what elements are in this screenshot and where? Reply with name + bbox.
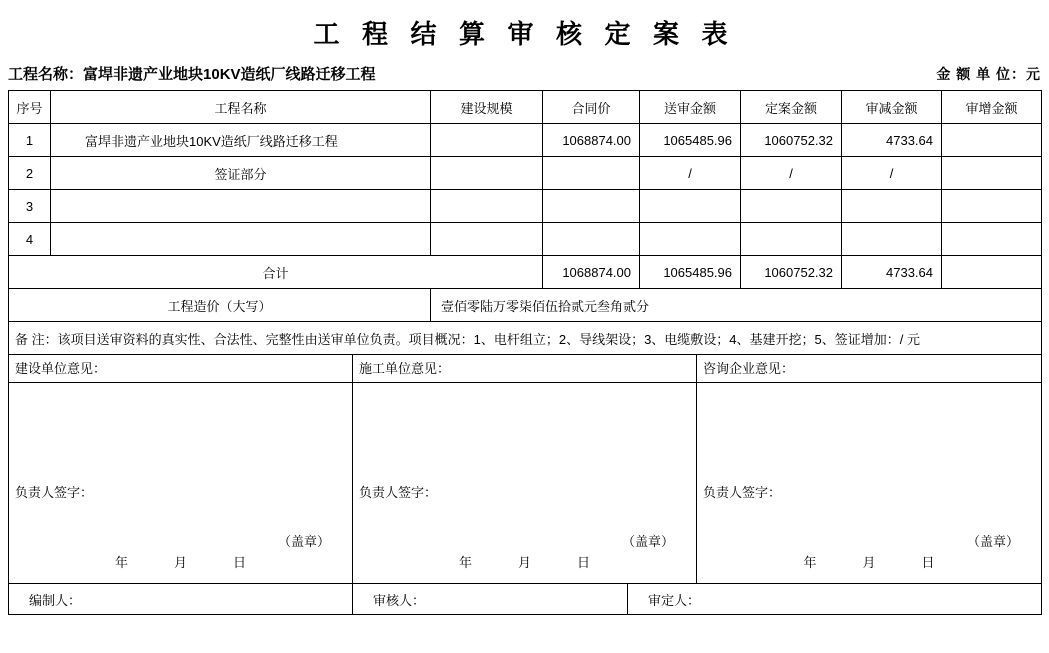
row-approved (741, 190, 842, 223)
project-name-value: 富垾非遗产业地块10KV造纸厂线路迁移工程 (83, 66, 376, 83)
row-scale (431, 124, 543, 157)
seal-contractor: （盖章） (353, 509, 697, 551)
seal-consultant: （盖章） (697, 509, 1042, 551)
row-scale (431, 190, 543, 223)
opinion-blank-row (9, 383, 1042, 482)
opinion-heading-row (9, 355, 1042, 383)
row-reduced: 4733.64 (842, 124, 942, 157)
row-submitted (640, 190, 741, 223)
date-day-contractor: 日 (577, 555, 591, 570)
opinions-table (8, 355, 1042, 584)
total-reduced: 4733.64 (842, 256, 942, 289)
row-approved: / (741, 157, 842, 190)
opinion-body-contractor (353, 383, 697, 482)
date-month-consultant: 月 (862, 555, 876, 570)
table-row (9, 223, 1042, 256)
footer-table (8, 584, 1042, 615)
col-header-name: 工程名称 (51, 91, 431, 124)
row-increased (942, 157, 1042, 190)
table-row (9, 124, 1042, 157)
row-scale (431, 223, 543, 256)
price-in-words-value: 壹佰零陆万零柒佰伍拾贰元叁角贰分 (431, 289, 1042, 322)
row-no: 2 (9, 157, 51, 190)
date-year-consultant: 年 (803, 555, 817, 570)
date-construction (9, 551, 353, 584)
row-submitted: 1065485.96 (640, 124, 741, 157)
row-increased (942, 124, 1042, 157)
date-day-consultant: 日 (921, 555, 935, 570)
total-label: 合计 (9, 256, 543, 289)
total-approved: 1060752.32 (741, 256, 842, 289)
row-reduced (842, 223, 942, 256)
date-day-construction: 日 (233, 555, 247, 570)
table-row (9, 157, 1042, 190)
row-contract (543, 157, 640, 190)
page-title: 工 程 结 算 审 核 定 案 表 (313, 20, 736, 49)
total-submitted: 1065485.96 (640, 256, 741, 289)
date-month-construction: 月 (173, 555, 187, 570)
subheader (0, 63, 1049, 90)
date-year-contractor: 年 (458, 555, 472, 570)
opinion-date-row (9, 551, 1042, 584)
row-contract: 1068874.00 (543, 124, 640, 157)
row-reduced: / (842, 157, 942, 190)
row-name: 富垾非遗产业地块10KV造纸厂线路迁移工程 (51, 124, 431, 157)
note-row (9, 322, 1042, 355)
approver-label: 审定人： (628, 584, 1042, 615)
price-in-words-row (9, 289, 1042, 322)
price-in-words-label: 工程造价（大写） (9, 289, 431, 322)
row-name (51, 190, 431, 223)
opinion-signature-row (9, 481, 1042, 509)
row-increased (942, 223, 1042, 256)
date-contractor (353, 551, 697, 584)
row-submitted: / (640, 157, 741, 190)
signature-contractor: 负责人签字： (353, 481, 697, 509)
opinion-heading-contractor: 施工单位意见： (353, 355, 697, 383)
reviewer-label: 审核人： (353, 584, 628, 615)
preparer-label: 编制人： (9, 584, 353, 615)
row-contract (543, 223, 640, 256)
row-submitted (640, 223, 741, 256)
opinion-seal-row (9, 509, 1042, 551)
col-header-submitted: 送审金额 (640, 91, 741, 124)
col-header-reduced: 审减金额 (842, 91, 942, 124)
col-header-increased: 审增金额 (942, 91, 1042, 124)
settlement-table (8, 90, 1042, 322)
note-text: 备 注：该项目送审资料的真实性、合法性、完整性由送审单位负责。项目概况：1、电杆组立；2、导线架设；3、电缆敷设；4、基建开挖；5、签证增加：/ 元 (9, 322, 1042, 355)
table-header-row (9, 91, 1042, 124)
row-no: 3 (9, 190, 51, 223)
row-reduced (842, 190, 942, 223)
seal-construction: （盖章） (9, 509, 353, 551)
date-year-construction: 年 (114, 555, 128, 570)
signature-construction: 负责人签字： (9, 481, 353, 509)
footer-row (9, 584, 1042, 615)
row-approved: 1060752.32 (741, 124, 842, 157)
project-name-line (8, 63, 376, 84)
row-contract (543, 190, 640, 223)
row-approved (741, 223, 842, 256)
row-no: 4 (9, 223, 51, 256)
row-no: 1 (9, 124, 51, 157)
signature-consultant: 负责人签字： (697, 481, 1042, 509)
opinion-heading-construction: 建设单位意见： (9, 355, 353, 383)
row-increased (942, 190, 1042, 223)
note-table (8, 322, 1042, 355)
opinion-heading-consultant: 咨询企业意见： (697, 355, 1042, 383)
col-header-no: 序号 (9, 91, 51, 124)
table-total-row (9, 256, 1042, 289)
col-header-approved: 定案金额 (741, 91, 842, 124)
date-month-contractor: 月 (517, 555, 531, 570)
row-scale (431, 157, 543, 190)
total-contract: 1068874.00 (543, 256, 640, 289)
col-header-scale: 建设规模 (431, 91, 543, 124)
total-increased (942, 256, 1042, 289)
col-header-contract: 合同价 (543, 91, 640, 124)
project-name-label: 工程名称： (8, 66, 84, 83)
opinion-body-construction (9, 383, 353, 482)
opinion-body-consultant (697, 383, 1042, 482)
row-name (51, 223, 431, 256)
row-name: 签证部分 (51, 157, 431, 190)
amount-unit-note: 金 额 单 位：元 (936, 66, 1041, 82)
table-row (9, 190, 1042, 223)
date-consultant (697, 551, 1042, 584)
